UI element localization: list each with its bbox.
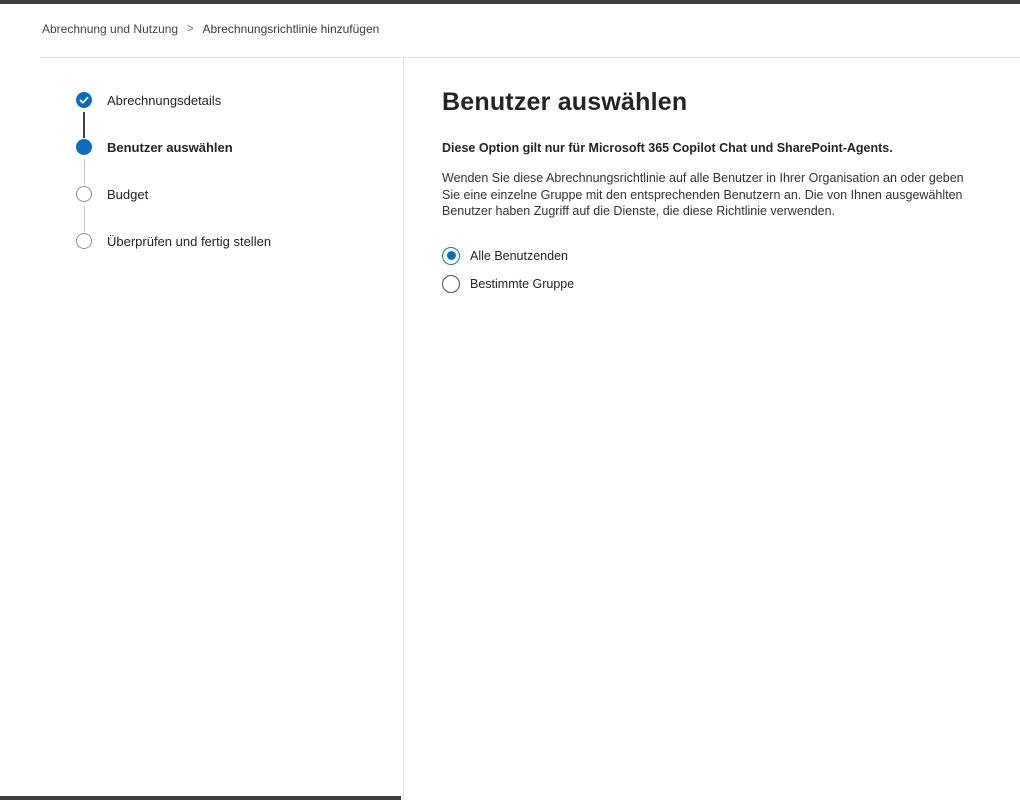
window-top-edge xyxy=(0,0,1020,4)
radio-unselected-icon[interactable] xyxy=(442,275,460,293)
wizard-step-billing-details[interactable] xyxy=(76,92,376,108)
radio-selected-icon[interactable] xyxy=(442,247,460,265)
breadcrumb xyxy=(42,22,379,36)
breadcrumb-separator-icon: > xyxy=(187,22,194,36)
breadcrumb-link-billing-and-usage[interactable]: Abrechnung und Nutzung xyxy=(42,22,179,36)
window-bottom-edge xyxy=(0,796,401,800)
wizard-step-select-users[interactable] xyxy=(76,139,376,155)
wizard-step-list xyxy=(76,92,376,280)
radio-option-label[interactable]: Alle Benutzenden xyxy=(470,248,568,263)
radio-option-label[interactable]: Bestimmte Gruppe xyxy=(470,276,575,291)
step-label: Budget xyxy=(107,186,149,202)
step-connector-completed xyxy=(83,112,85,138)
step-label: Benutzer auswählen xyxy=(107,139,233,155)
step-upcoming-circle-icon xyxy=(76,233,92,249)
breadcrumb-current-add-billing-policy: Abrechnungsrichtlinie hinzufügen xyxy=(202,22,380,36)
step-current-dot-icon xyxy=(76,139,92,155)
step-label: Abrechnungsdetails xyxy=(107,92,222,108)
step-connector xyxy=(84,206,85,232)
radio-option-all-users[interactable] xyxy=(442,247,568,265)
step-description: Wenden Sie diese Abrechnungsrichtlinie auf alle Benutzer in Ihrer Organisation an oder geben Sie eine einzelne Gruppe mit den entsprechenden Benutzern an. Die von Ihnen ausgewählten Benutzer haben Zugriff auf die Dienste, die diese Richtlinie verwenden. xyxy=(442,171,964,218)
step-upcoming-circle-icon xyxy=(76,186,92,202)
radio-option-specific-group[interactable] xyxy=(442,275,574,293)
step-connector xyxy=(84,159,85,185)
scope-note: Diese Option gilt nur für Microsoft 365 Copilot Chat und SharePoint-Agents. xyxy=(442,141,893,155)
step-completed-check-icon xyxy=(76,92,92,108)
wizard-content-pane xyxy=(404,58,1020,800)
wizard-step-review-and-finish[interactable] xyxy=(76,233,376,249)
user-scope-radio-group xyxy=(442,247,1020,293)
step-label: Überprüfen und fertig stellen xyxy=(107,233,272,249)
wizard-step-budget[interactable] xyxy=(76,186,376,202)
page-title: Benutzer auswählen xyxy=(442,88,688,116)
